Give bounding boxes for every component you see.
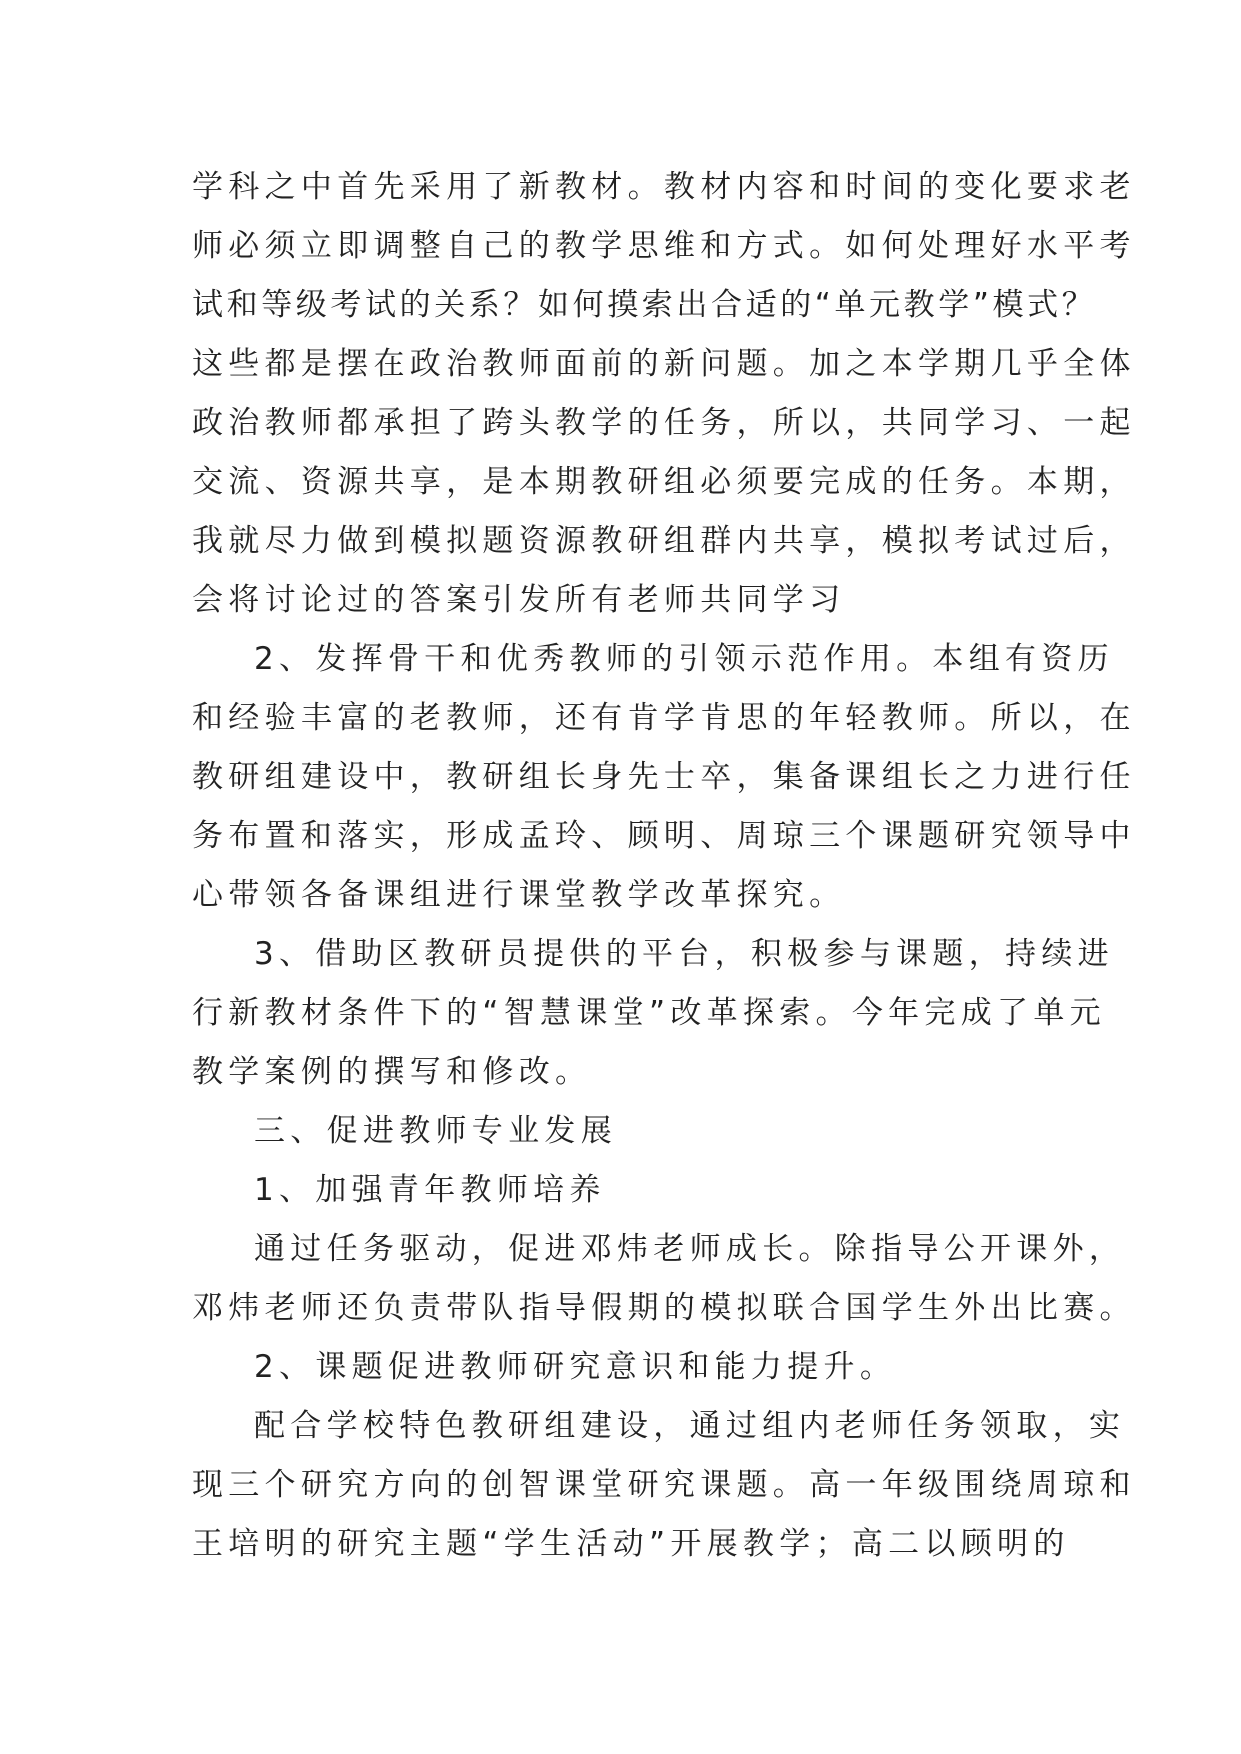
subsection-heading: 1、加强青年教师培养 (254, 1172, 606, 1208)
text-line: 和经验丰富的老教师，还有肯学肯思的年轻教师。所以，在 (192, 700, 1136, 736)
text-line: 教学案例的撰写和修改。 (192, 1054, 592, 1090)
text-line: 行新教材条件下的“智慧课堂”改革探索。今年完成了单元 (192, 995, 1106, 1031)
text-line: 学科之中首先采用了新教材。教材内容和时间的变化要求老 (192, 169, 1136, 205)
text-line: 通过任务驱动，促进邓炜老师成长。除指导公开课外， (254, 1231, 1126, 1267)
subsection-heading: 2、课题促进教师研究意识和能力提升。 (254, 1349, 897, 1385)
text-line: 我就尽力做到模拟题资源教研组群内共享，模拟考试过后， (192, 523, 1136, 559)
text-line: 王培明的研究主题“学生活动”开展教学；高二以顾明的 (192, 1526, 1070, 1562)
text-line: 师必须立即调整自己的教学思维和方式。如何处理好水平考 (192, 228, 1136, 264)
text-line: 2、发挥骨干和优秀教师的引领示范作用。本组有资历 (254, 641, 1114, 677)
text-line: 政治教师都承担了跨头教学的任务，所以，共同学习、一起 (192, 405, 1136, 441)
text-line: 交流、资源共享，是本期教研组必须要完成的任务。本期， (192, 464, 1136, 500)
text-line: 3、借助区教研员提供的平台，积极参与课题，持续进 (254, 936, 1114, 972)
text-line: 邓炜老师还负责带队指导假期的模拟联合国学生外出比赛。 (192, 1290, 1136, 1326)
text-line: 现三个研究方向的创智课堂研究课题。高一年级围绕周琼和 (192, 1467, 1136, 1503)
body-text (192, 158, 1136, 1574)
text-line: 教研组建设中，教研组长身先士卒，集备课组长之力进行任 (192, 759, 1136, 795)
text-line: 心带领各备课组进行课堂教学改革探究。 (192, 877, 846, 913)
text-line: 这些都是摆在政治教师面前的新问题。加之本学期几乎全体 (192, 346, 1136, 382)
text-line: 务布置和落实，形成孟玲、顾明、周琼三个课题研究领导中 (192, 818, 1136, 854)
text-line: 会将讨论过的答案引发所有老师共同学习 (192, 582, 846, 618)
text-line: 试和等级考试的关系？如何摸索出合适的“单元教学”模式？ (192, 287, 1097, 323)
section-heading: 三、促进教师专业发展 (254, 1113, 617, 1149)
text-line: 配合学校特色教研组建设，通过组内老师任务领取，实 (254, 1408, 1126, 1444)
